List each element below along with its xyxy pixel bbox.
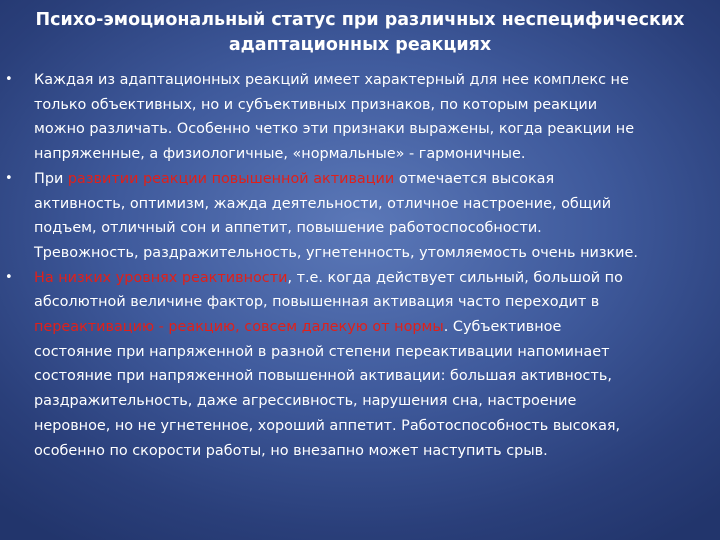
bullet-line (34, 192, 698, 217)
bullet-item (0, 167, 720, 266)
text-segment: Тревожность, раздражительность, угнетенность, утомляемость очень низкие. (34, 244, 638, 261)
slide-title (0, 8, 720, 58)
text-segment: напряженные, а физиологичные, «нормальные» - гармоничные. (34, 146, 526, 163)
highlighted-text: переактивацию - реакцию, совсем далекую от нормы (34, 319, 444, 336)
bullet-line (34, 93, 698, 118)
bullet-line (34, 315, 698, 340)
bullet-line (34, 290, 698, 315)
text-segment: состояние при напряженной повышенной активации: большая активность, (34, 368, 612, 385)
title-line: Психо-эмоциональный статус при различных неспецифических (35, 10, 685, 30)
text-segment: подъем, отличный сон и аппетит, повышение работоспособности. (34, 220, 542, 237)
bullet-line (34, 389, 698, 414)
bullet-list (0, 68, 720, 463)
bullet-line (34, 68, 698, 93)
bullet-marker: • (5, 72, 13, 87)
text-segment: При (34, 170, 68, 187)
bullet-line (34, 216, 698, 241)
text-segment: состояние при напряженной в разной степени переактивации напоминает (34, 343, 610, 360)
text-segment: , т.е. когда действует сильный, большой по (287, 269, 623, 286)
title-line: адаптационных реакциях (228, 35, 492, 55)
text-segment: неровное, но не угнетенное, хороший аппетит. Работоспособность высокая, (34, 417, 621, 434)
text-segment: активность, оптимизм, жажда деятельности, отличное настроение, общий (34, 195, 612, 212)
bullet-marker: • (5, 269, 13, 285)
bullet-line (34, 340, 698, 365)
bullet-item (0, 266, 720, 464)
bullet-item (0, 68, 720, 167)
text-segment: только объективных, но и субъективных признаков, по которым реакции (34, 96, 598, 113)
bullet-line (34, 439, 698, 464)
text-segment: абсолютной величине фактор, повышенная активация часто переходит в (34, 294, 600, 311)
text-segment: отмечается высокая (394, 170, 555, 187)
bullet-line (34, 117, 698, 142)
text-segment: можно различать. Особенно четко эти признаки выражены, когда реакции не (34, 121, 635, 138)
bullet-marker: • (5, 170, 13, 186)
bullet-line (34, 266, 698, 291)
bullet-line (34, 142, 698, 167)
text-segment: раздражительность, даже агрессивность, нарушения сна, настроение (34, 393, 577, 410)
highlighted-text: развитии реакции повышенной активации (67, 170, 395, 187)
bullet-line (34, 364, 698, 389)
text-segment: . Субъективное (443, 319, 562, 336)
bullet-line (34, 241, 698, 266)
highlighted-text: На низких уровнях реактивности (34, 269, 288, 286)
text-segment: особенно по скорости работы, но внезапно может наступить срыв. (34, 442, 548, 459)
bullet-line (34, 414, 698, 439)
bullet-line (34, 167, 698, 192)
text-segment: Каждая из адаптационных реакций имеет характерный для нее комплекс не (34, 72, 629, 88)
